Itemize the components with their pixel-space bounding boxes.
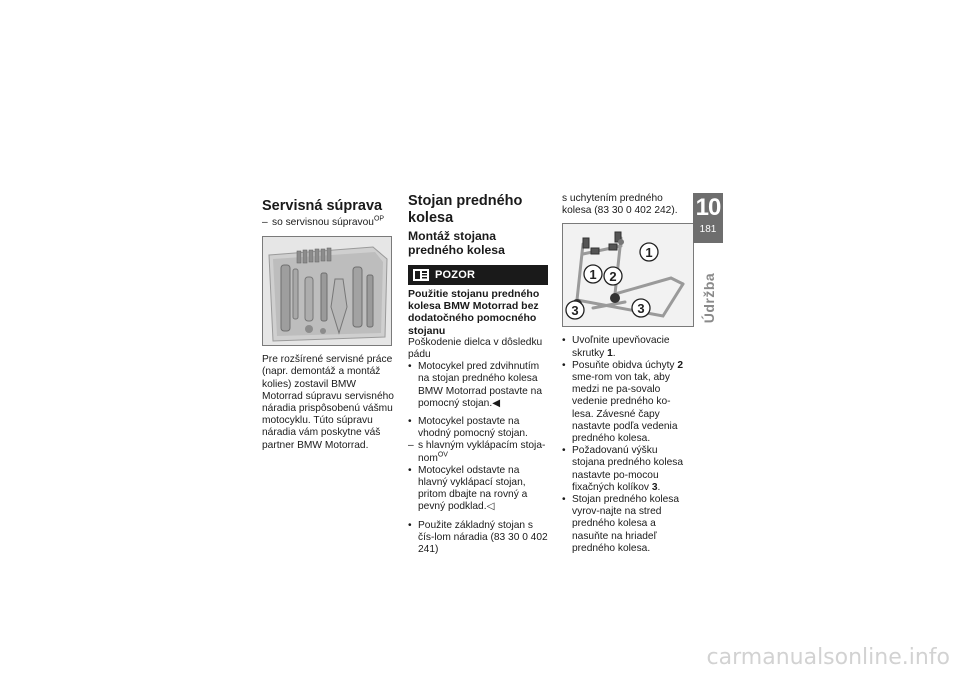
warning-heading: Použitie stojanu predného kolesa BMW Motorrad bez dodatočného pomocného stojanu — [408, 288, 540, 337]
step-loosen-screws-ref: 1 — [607, 347, 613, 359]
chapter-number: 10 — [695, 194, 721, 221]
step-set-height-end: . — [657, 481, 661, 493]
warning-banner — [408, 265, 548, 285]
subsection-title-mounting: Montáž stojana predného kolesa — [408, 229, 505, 257]
step-set-height-ref: 3 — [651, 481, 658, 493]
step-auxiliary-stand: • Motocykel postavte na vhodný pomocný stojan. — [408, 416, 548, 440]
option-note — [262, 217, 397, 229]
service-kit-text: Pre rozšírené servisné práce (napr. demontáž a montáž kolies) zostavil BMW Motorrad súpravu servisného náradia prispôsobenú vášmu motocyklu. Túto súpravu náradia vám poskytne váš partner BMW Motorrad. — [262, 354, 394, 451]
section-title-front-wheel-stand: Stojan predného kolesa — [408, 193, 523, 226]
callout-3-left: 3 — [571, 303, 579, 319]
page-number: 181 — [699, 224, 717, 235]
option-center-stand-text: s hlavným vyklápacím stoja-nom — [418, 440, 546, 464]
callout-1: 1 — [645, 245, 653, 261]
step-move-holders-ref: 2 — [677, 359, 684, 371]
step-set-height-text: Požadovanú výšku stojana predného kolesa nastavte po-mocou fixačných kolíkov — [572, 445, 684, 493]
section-title-service-kit: Servisná súprava — [262, 198, 383, 214]
step-move-holders — [562, 360, 692, 445]
front-wheel-stand-image — [562, 223, 694, 327]
front-wheel-stand-illustration — [563, 224, 693, 326]
step-end-mark: ◁ — [486, 501, 495, 513]
callout-3-right: 3 — [637, 301, 645, 317]
warning-consequence: Poškodenie dielca v dôsledku pádu — [408, 336, 543, 361]
chapter-title-text: Údržba — [701, 272, 717, 323]
column-front-wheel-stand — [408, 193, 548, 556]
warning-label: POZOR — [435, 268, 476, 281]
column-stand-adjust — [562, 193, 692, 555]
option-sup: OP — [373, 215, 385, 223]
step-loosen-screws-text: Uvoľnite upevňovacie skrutky — [572, 335, 670, 359]
step-loosen-screws-end: . — [612, 347, 616, 359]
chapter-tab — [693, 193, 723, 243]
column-service-kit — [262, 198, 397, 452]
callout-1b: 1 — [589, 267, 597, 283]
continued-text: s uchytením predného kolesa (83 30 0 402 242). — [562, 193, 678, 217]
warning-end-mark: ◀ — [492, 397, 501, 409]
step-align-stand: • Stojan predného kolesa vyrov-najte na stred predného kolesa a nasuňte na hriadeľ predného kolesa. — [562, 494, 692, 555]
step-move-holders-text: Posuňte obidva úchyty — [572, 359, 675, 371]
watermark: carmanualsonline.info — [706, 645, 950, 670]
warning-instruction — [408, 361, 548, 410]
callout-2: 2 — [609, 269, 617, 285]
step-base-stand: • Použite základný stojan s čís-lom náradia (83 30 0 402 241) — [408, 520, 548, 557]
step-center-stand — [408, 465, 548, 514]
option-center-stand-sup: OV — [437, 451, 448, 459]
step-set-height — [562, 445, 692, 494]
step-center-stand-text: Motocykel odstavte na hlavný vyklápací stojan, pritom dbajte na rovný a pevný podklad. — [418, 464, 528, 513]
warning-instruction-text: Motocykel pred zdvihnutím na stojan predného kolesa BMW Motorrad postavte na pomocný stojan. — [418, 361, 542, 409]
chapter-vertical-title — [697, 270, 721, 325]
option-center-stand — [408, 440, 548, 464]
service-kit-illustration — [263, 237, 391, 345]
step-loosen-screws — [562, 335, 692, 359]
warning-book-icon — [412, 268, 430, 282]
step-move-holders-rest: sme-rom von tak, aby medzi ne pa-sovalo vedenie predného ko-lesa. Závesné čapy nastavte podľa vedenia predného kolesa. — [572, 372, 678, 445]
service-kit-image — [262, 236, 392, 346]
option-note-text: so servisnou súpravou — [272, 217, 374, 228]
